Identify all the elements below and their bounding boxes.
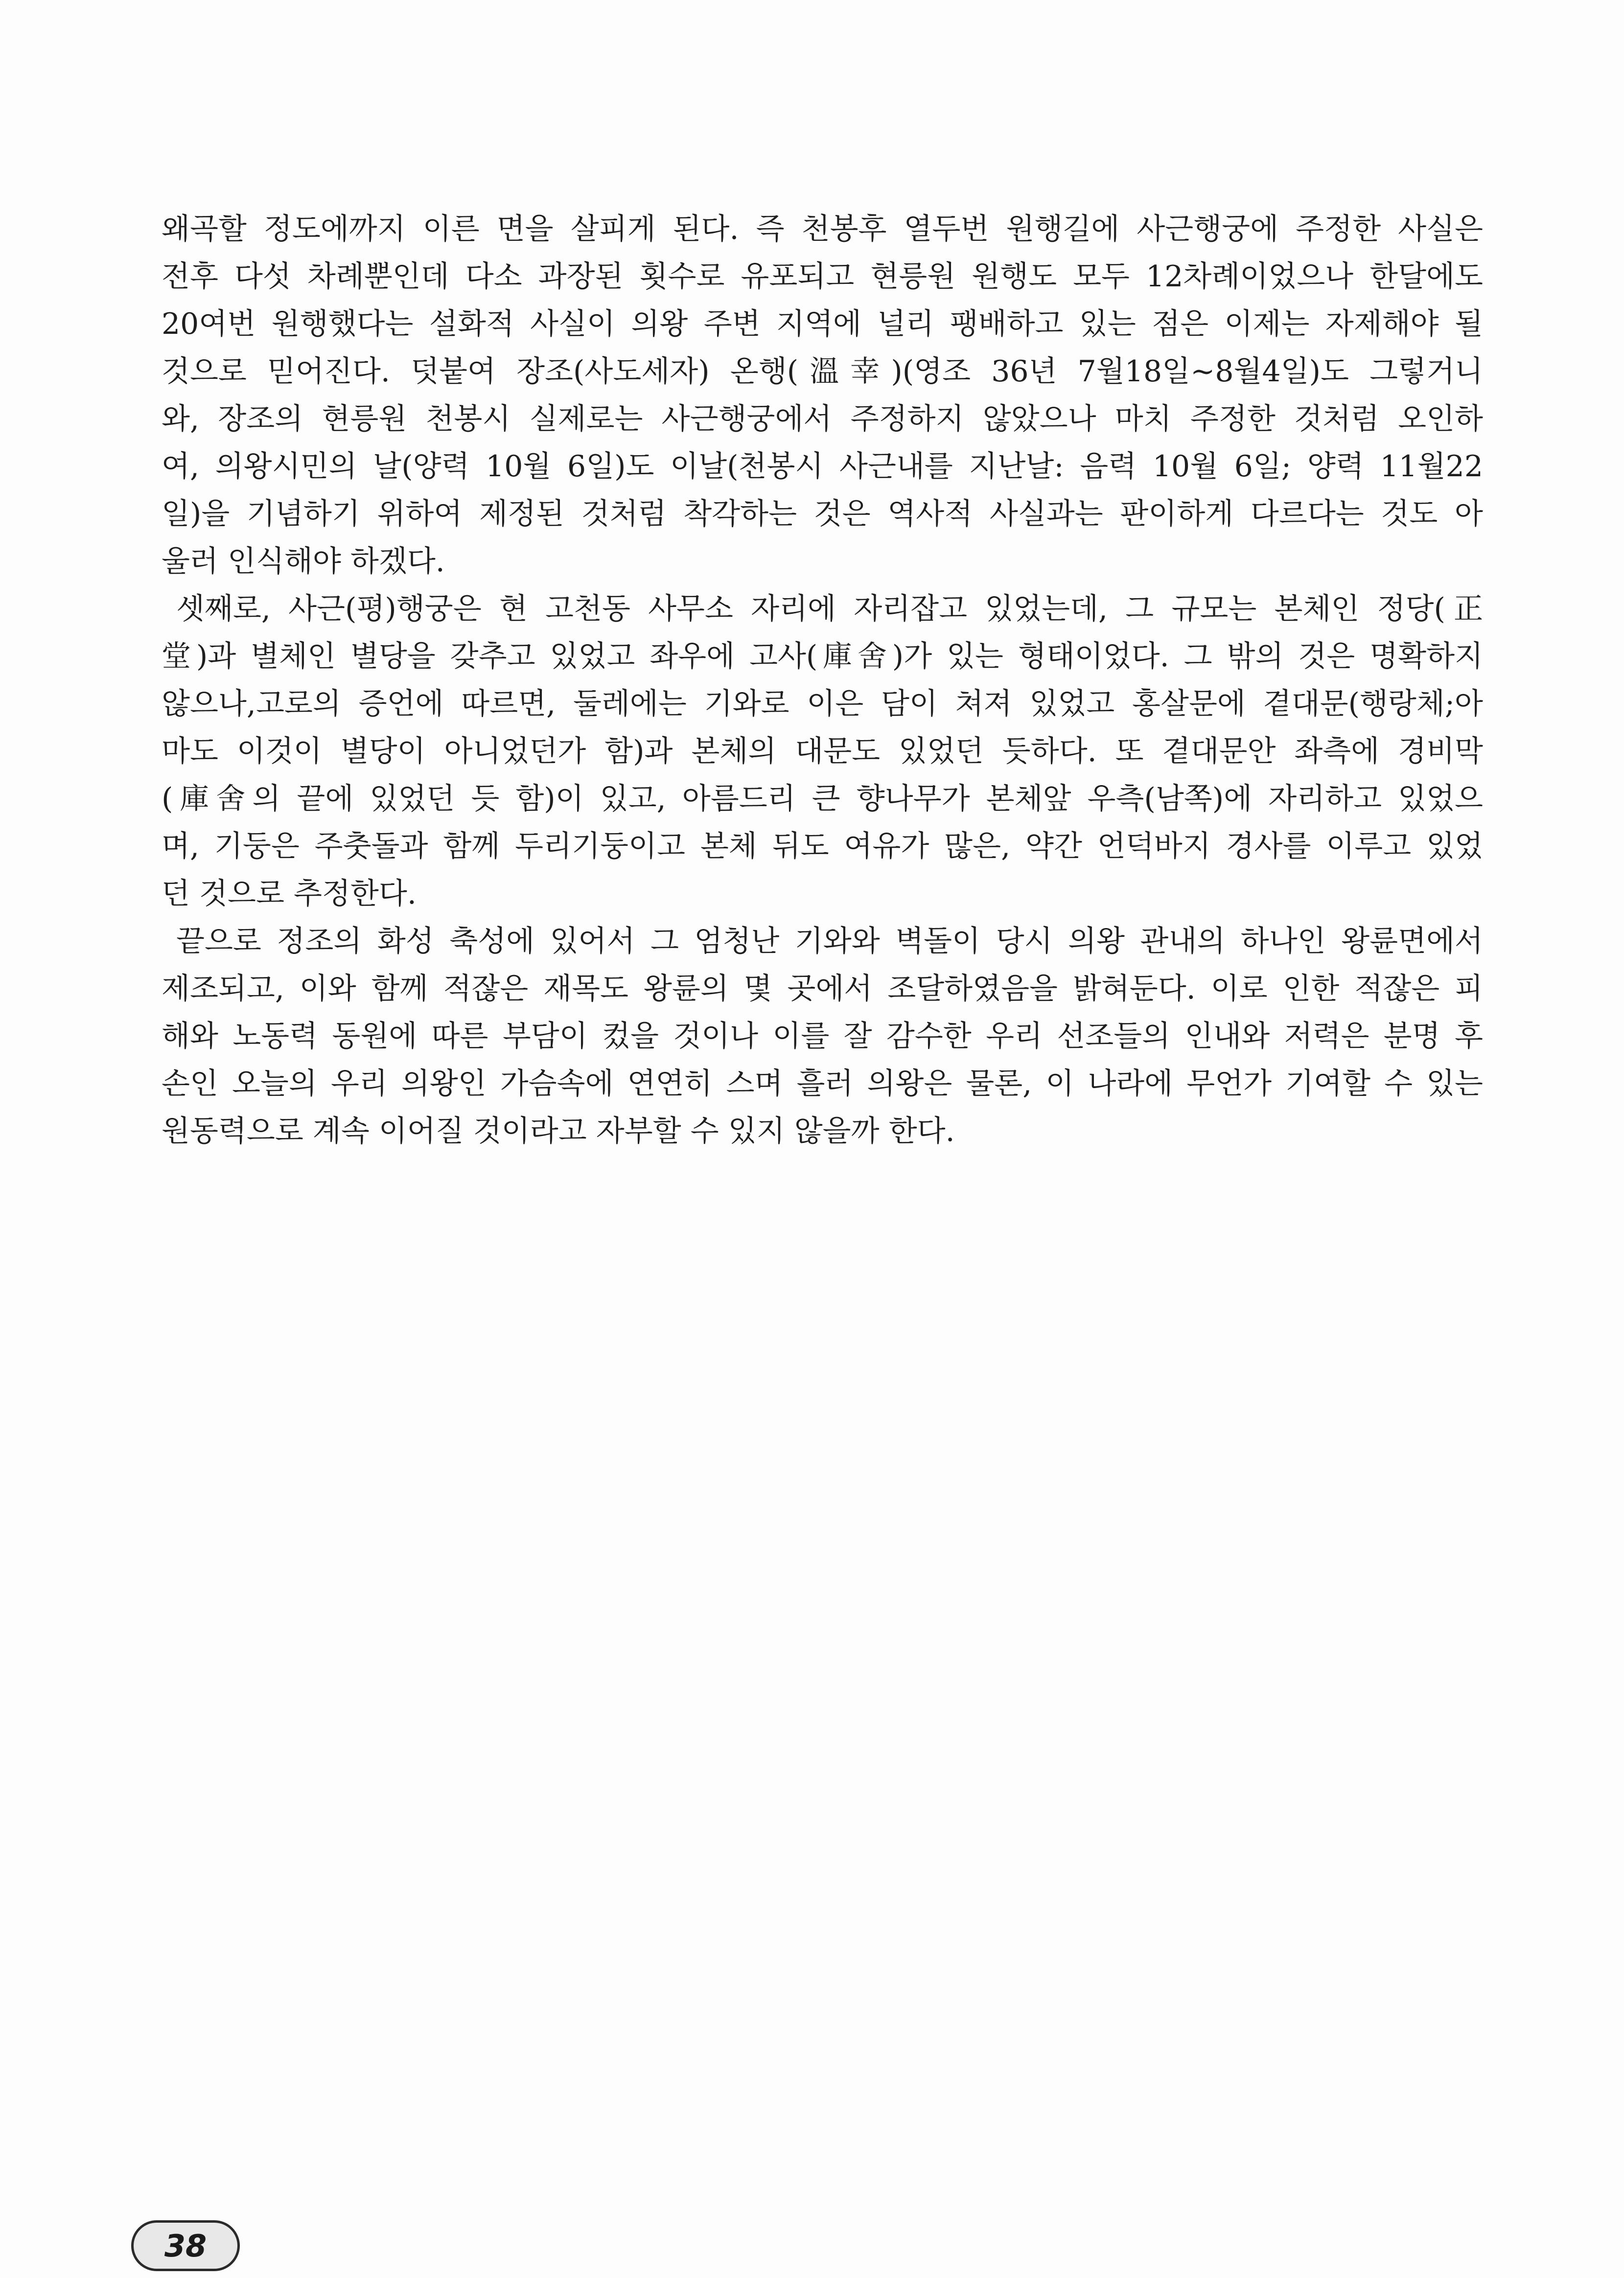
text-line: 20여번 원행했다는 설화적 사실이 의왕 주변 지역에 널리 팽배하고 있는 점은 이제는 자제해야 될	[162, 307, 1483, 341]
text-line: (庫舍의 끝에 있었던 듯 함)이 있고, 아름드리 큰 향나무가 본체앞 우측(남쪽)에 자리하고 있었으	[162, 782, 1483, 816]
text-line: 마도 이것이 별당이 아니었던가 함)과 본체의 대문도 있었던 듯하다. 또 곁대문안 좌측에 경비막	[162, 734, 1483, 768]
text-line: 끝으로 정조의 화성 축성에 있어서 그 엄청난 기와와 벽돌이 당시 의왕 관내의 하나인 왕륜면에서	[176, 924, 1483, 958]
text-line: 셋째로, 사근(평)행궁은 현 고천동 사무소 자리에 자리잡고 있었는데, 그 규모는 본체인 정당(正	[176, 592, 1483, 626]
text-line: 않으나,고로의 증언에 따르면, 둘레에는 기와로 이은 담이 쳐져 있었고 홍살문에 곁대문(행랑체;아	[162, 687, 1483, 721]
text-line: 와, 장조의 현릉원 천봉시 실제로는 사근행궁에서 주정하지 않았으나 마치 주정한 것처럼 오인하	[162, 402, 1483, 436]
text-line: 제조되고, 이와 함께 적잖은 재목도 왕륜의 몇 곳에서 조달하였음을 밝혀둔다. 이로 인한 적잖은 피	[162, 972, 1483, 1006]
text-line: 며, 기둥은 주춧돌과 함께 두리기둥이고 본체 뒤도 여유가 많은, 약간 언덕바지 경사를 이루고 있었	[162, 829, 1483, 863]
text-line: 울러 인식해야 하겠다.	[162, 544, 445, 579]
paragraph-1	[162, 206, 1483, 585]
text-line: 손인 오늘의 우리 의왕인 가슴속에 연연히 스며 흘러 의왕은 물론, 이 나라에 무언가 기여할 수 있는	[162, 1067, 1483, 1101]
paragraph-2	[162, 585, 1483, 918]
text-line: 여, 의왕시민의 날(양력 10월 6일)도 이날(천봉시 사근내를 지난날: 음력 10월 6일; 양력 11월22	[162, 449, 1483, 484]
text-line: 원동력으로 계속 이어질 것이라고 자부할 수 있지 않을까 한다.	[162, 1114, 955, 1148]
text-line: 전후 다섯 차례뿐인데 다소 과장된 횟수로 유포되고 현릉원 원행도 모두 12차례이었으나 한달에도	[162, 259, 1483, 294]
page-number: 38	[164, 2228, 207, 2264]
text-line: 왜곡할 정도에까지 이른 면을 살피게 된다. 즉 천봉후 열두번 원행길에 사근행궁에 주정한 사실은	[162, 212, 1483, 246]
body-text	[162, 206, 1483, 1155]
text-line: 堂)과 별체인 별당을 갖추고 있었고 좌우에 고사(庫舍)가 있는 형태이었다. 그 밖의 것은 명확하지	[162, 639, 1483, 674]
paragraph-3	[162, 918, 1483, 1155]
text-line: 던 것으로 추정한다.	[162, 877, 417, 911]
text-line: 일)을 기념하기 위하여 제정된 것처럼 착각하는 것은 역사적 사실과는 판이하게 다르다는 것도 아	[162, 497, 1483, 531]
text-line: 것으로 믿어진다. 덧붙여 장조(사도세자) 온행(溫幸)(영조 36년 7월18일~8월4일)도 그렇거니	[162, 354, 1483, 389]
text-line: 해와 노동력 동원에 따른 부담이 컸을 것이나 이를 잘 감수한 우리 선조들의 인내와 저력은 분명 후	[162, 1019, 1483, 1053]
page-number-badge	[131, 2220, 240, 2271]
